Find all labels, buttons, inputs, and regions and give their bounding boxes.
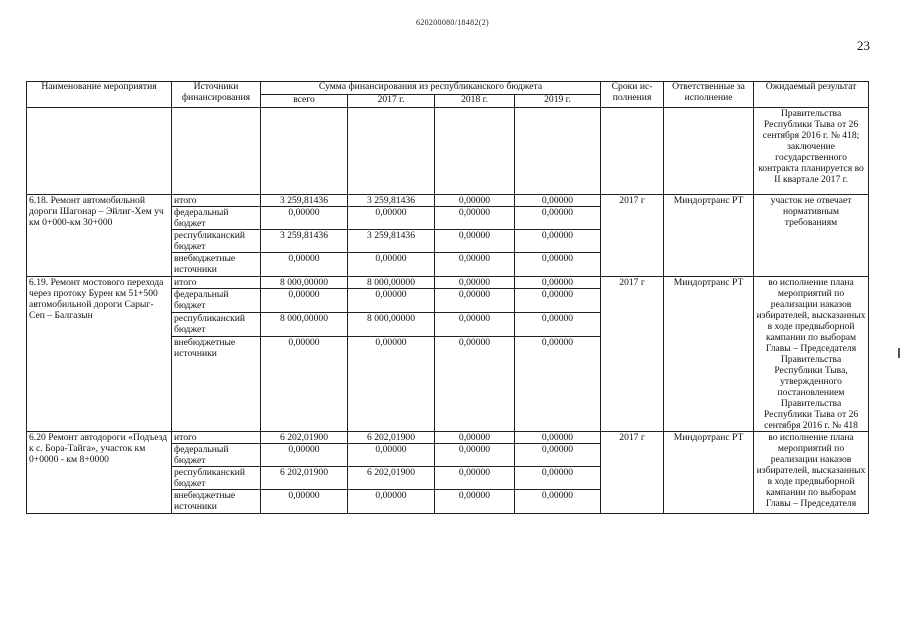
funding-source: внебюджетные источники	[172, 490, 261, 514]
amount-2018: 0,00000	[435, 490, 515, 514]
funding-source: итого	[172, 432, 261, 444]
amount-2019: 0,00000	[515, 289, 601, 313]
amount-2018: 0,00000	[435, 337, 515, 432]
empty-cell	[27, 108, 172, 195]
amount-total: 0,00000	[261, 207, 348, 230]
empty-cell	[664, 108, 754, 195]
amount-2017: 0,00000	[348, 337, 435, 432]
amount-2017: 6 202,01900	[348, 432, 435, 444]
amount-2018: 0,00000	[435, 289, 515, 313]
amount-2018: 0,00000	[435, 432, 515, 444]
header-2017: 2017 г.	[348, 95, 435, 108]
header-2018: 2018 г.	[435, 95, 515, 108]
funding-source: федеральный бюджет	[172, 289, 261, 313]
funding-source: внебюджетные источники	[172, 253, 261, 277]
empty-cell	[515, 108, 601, 195]
funding-source: итого	[172, 277, 261, 289]
amount-2017: 0,00000	[348, 253, 435, 277]
table-row	[27, 432, 869, 444]
amount-2018: 0,00000	[435, 230, 515, 253]
header-sources: Источники финансирования	[172, 82, 261, 108]
amount-total: 0,00000	[261, 289, 348, 313]
amount-2018: 0,00000	[435, 313, 515, 337]
term: 2017 г	[601, 277, 664, 432]
term: 2017 г	[601, 195, 664, 277]
amount-2018: 0,00000	[435, 195, 515, 207]
amount-total: 3 259,81436	[261, 230, 348, 253]
empty-cell	[601, 108, 664, 195]
continuation-row	[27, 108, 869, 195]
amount-2019: 0,00000	[515, 490, 601, 514]
page-number: 23	[857, 38, 870, 53]
amount-2019: 0,00000	[515, 195, 601, 207]
funding-source: республиканский бюджет	[172, 313, 261, 337]
amount-2018: 0,00000	[435, 253, 515, 277]
amount-total: 3 259,81436	[261, 195, 348, 207]
measure-name: 6.19. Ремонт мостового перехода через протоку Бурен км 51+500 автомобильной дороги Сарыг-Сеп – Балгазын	[27, 277, 172, 432]
empty-cell	[348, 108, 435, 195]
amount-2017: 3 259,81436	[348, 230, 435, 253]
amount-2019: 0,00000	[515, 337, 601, 432]
measure-name: 6.18. Ремонт автомобильной дороги Шагонар – Эйлиг-Хем уч км 0+000-км 30+000	[27, 195, 172, 277]
financing-table	[26, 81, 869, 514]
empty-cell	[172, 108, 261, 195]
amount-2018: 0,00000	[435, 277, 515, 289]
header-terms: Сроки ис-полнения	[601, 82, 664, 108]
amount-total: 8 000,00000	[261, 277, 348, 289]
expected-result: участок не отвечает нормативным требованиям	[754, 195, 869, 277]
amount-2019: 0,00000	[515, 207, 601, 230]
responsible: Миндортранс РТ	[664, 432, 754, 514]
empty-cell	[435, 108, 515, 195]
header-responsible: Ответственные за исполнение	[664, 82, 754, 108]
funding-source: федеральный бюджет	[172, 444, 261, 467]
funding-source: итого	[172, 195, 261, 207]
amount-2017: 8 000,00000	[348, 313, 435, 337]
amount-2019: 0,00000	[515, 253, 601, 277]
empty-cell	[261, 108, 348, 195]
amount-2017: 0,00000	[348, 444, 435, 467]
expected-result: во исполнение плана мероприятий по реализации наказов избирателей, высказанных в ходе предвыборной кампании по выборам Главы – Председателя Правительства Республики Тыва, утвержденного постановлением Правительства Республики Тыва от 26 сентября 2016 г. № 418	[754, 277, 869, 432]
amount-2019: 0,00000	[515, 467, 601, 490]
responsible: Миндортранс РТ	[664, 195, 754, 277]
funding-source: республиканский бюджет	[172, 230, 261, 253]
amount-total: 6 202,01900	[261, 432, 348, 444]
header-sum-group: Сумма финансирования из республиканского бюджета	[261, 82, 601, 95]
amount-2019: 0,00000	[515, 277, 601, 289]
responsible: Миндортранс РТ	[664, 277, 754, 432]
expected-result: во исполнение плана мероприятий по реализации наказов избирателей, высказанных в ходе предвыборной кампании по выборам Главы – Председателя	[754, 432, 869, 514]
term: 2017 г	[601, 432, 664, 514]
amount-2018: 0,00000	[435, 444, 515, 467]
amount-2017: 8 000,00000	[348, 277, 435, 289]
amount-total: 6 202,01900	[261, 467, 348, 490]
amount-2017: 0,00000	[348, 490, 435, 514]
amount-total: 0,00000	[261, 253, 348, 277]
amount-2019: 0,00000	[515, 432, 601, 444]
table-row	[27, 277, 869, 289]
amount-2019: 0,00000	[515, 230, 601, 253]
amount-2018: 0,00000	[435, 207, 515, 230]
amount-total: 8 000,00000	[261, 313, 348, 337]
header-total: всего	[261, 95, 348, 108]
funding-source: республиканский бюджет	[172, 467, 261, 490]
funding-source: федеральный бюджет	[172, 207, 261, 230]
amount-2018: 0,00000	[435, 467, 515, 490]
header-2019: 2019 г.	[515, 95, 601, 108]
scan-artifact-mark	[898, 348, 900, 358]
continuation-result: Правительства Республики Тыва от 26 сентября 2016 г. № 418; заключение государственного контракта планируется во II квартале 2017 г.	[754, 108, 869, 195]
header-result: Ожидаемый результат	[754, 82, 869, 108]
measure-name: 6.20 Ремонт автодороги «Подъезд к с. Бора-Тайга», участок км 0+0000 - км 8+0000	[27, 432, 172, 514]
funding-source: внебюджетные источники	[172, 337, 261, 432]
amount-total: 0,00000	[261, 490, 348, 514]
amount-2019: 0,00000	[515, 444, 601, 467]
amount-2017: 6 202,01900	[348, 467, 435, 490]
table-row	[27, 195, 869, 207]
amount-2019: 0,00000	[515, 313, 601, 337]
amount-2017: 0,00000	[348, 207, 435, 230]
header-name: Наименование мероприятия	[27, 82, 172, 108]
document-code: 620200080/18482(2)	[416, 18, 489, 27]
amount-2017: 3 259,81436	[348, 195, 435, 207]
amount-2017: 0,00000	[348, 289, 435, 313]
amount-total: 0,00000	[261, 337, 348, 432]
amount-total: 0,00000	[261, 444, 348, 467]
